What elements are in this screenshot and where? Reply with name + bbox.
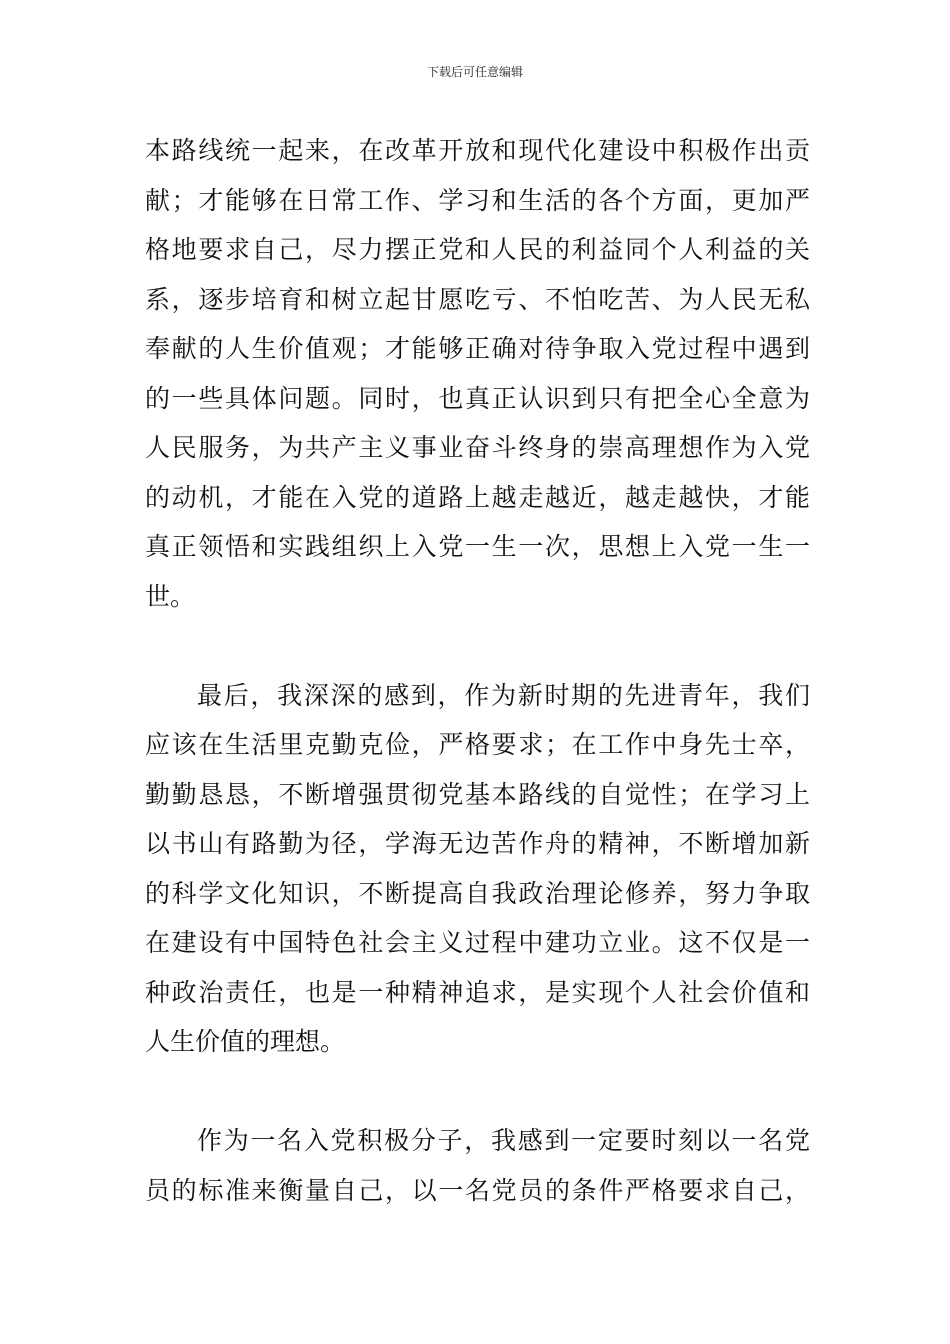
text-line: 本路线统一起来，在改革开放和现代化建设中积极作出贡 — [145, 136, 810, 165]
text-line: 献；才能够在日常工作、学习和生活的各个方面，更加严 — [145, 185, 810, 215]
text-line: 员的标准来衡量自己，以一名党员的条件严格要求自己， — [145, 1175, 810, 1205]
text-line: 的一些具体问题。同时，也真正认识到只有把全心全意为 — [145, 383, 810, 413]
text-line: 系，逐步培育和树立起甘愿吃亏、不怕吃苦、为人民无私 — [145, 284, 810, 314]
page-header: 下载后可任意编辑 — [426, 65, 523, 79]
text-line: 在建设有中国特色社会主义过程中建功立业。这不仅是一 — [145, 928, 810, 957]
text-line: 的科学文化知识，不断提高自我政治理论修养，努力争取 — [145, 878, 810, 908]
text-line: 的动机，才能在入党的道路上越走越近，越走越快，才能 — [145, 482, 810, 512]
paragraph-spacer — [145, 621, 810, 671]
text-line: 格地要求自己，尽力摆正党和人民的利益同个人利益的关 — [145, 235, 810, 264]
text-line: 奉献的人生价值观；才能够正确对待争取入党过程中遇到 — [145, 334, 810, 363]
text-line: 种政治责任，也是一种精神追求，是实现个人社会价值和 — [145, 977, 810, 1007]
text-line: 人民服务，为共产主义事业奋斗终身的崇高理想作为入党 — [145, 433, 810, 462]
text-line: 勤勤恳恳，不断增强贯彻党基本路线的自觉性；在学习上 — [145, 779, 810, 809]
text-line: 应该在生活里克勤克俭，严格要求；在工作中身先士卒， — [145, 730, 810, 759]
text-line: 以书山有路勤为径，学海无边苦作舟的精神，不断增加新 — [145, 829, 810, 858]
text-line: 世。 — [145, 581, 196, 611]
text-line: 真正领悟和实践组织上入党一生一次，思想上入党一生一 — [145, 532, 810, 561]
paragraph-3 — [145, 1116, 810, 1215]
text-line: 作为一名入党积极分子，我感到一定要时刻以一名党 — [197, 1126, 810, 1155]
text-line: 最后，我深深的感到，作为新时期的先进青年，我们 — [197, 680, 810, 710]
text-line: 人生价值的理想。 — [145, 1027, 346, 1056]
paragraph-spacer — [145, 1067, 810, 1117]
document-body — [145, 126, 810, 1215]
paragraph-2 — [145, 671, 810, 1067]
paragraph-1 — [145, 126, 810, 621]
